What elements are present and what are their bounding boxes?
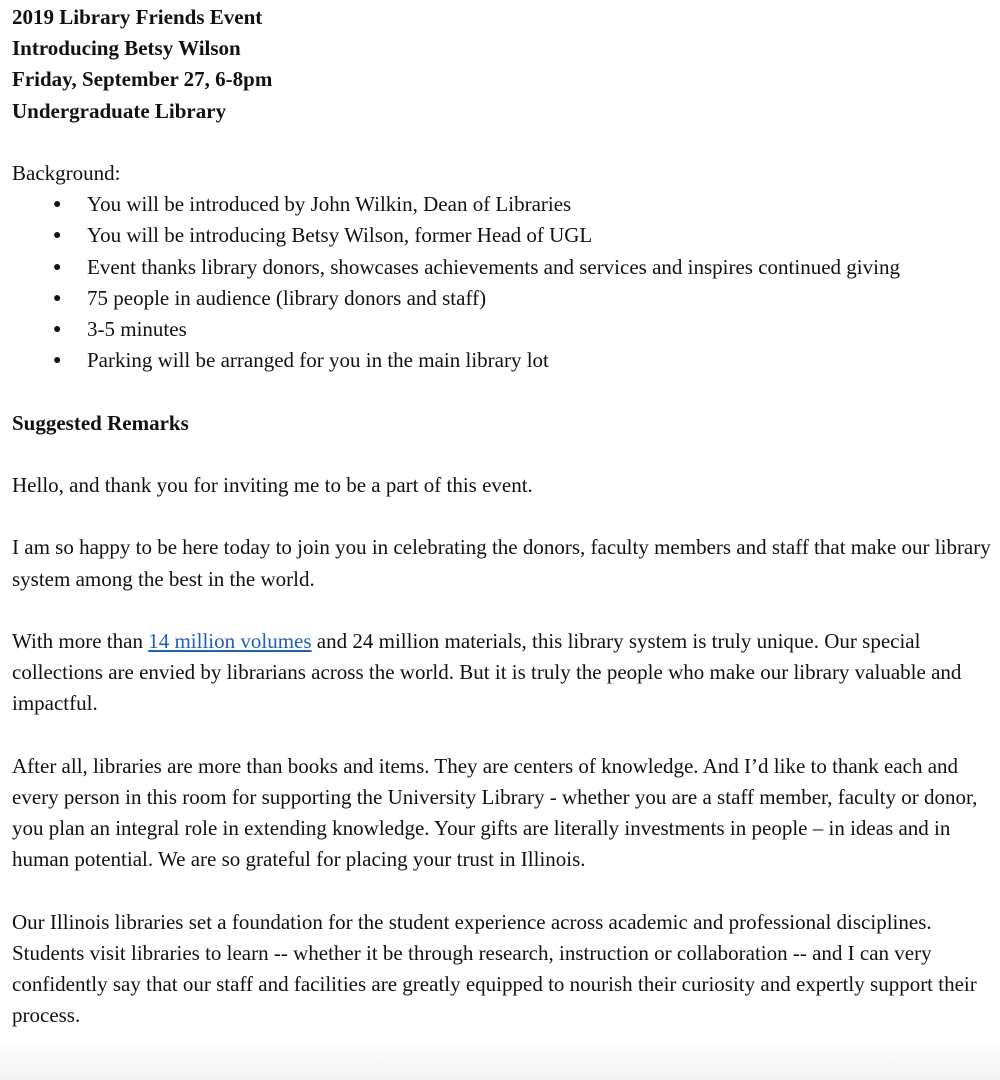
paragraph-celebration: I am so happy to be here today to join you in celebrating the donors, faculty members and staff that make our library system among the best in the world. [12, 535, 991, 591]
paragraph-foundation: Our Illinois libraries set a foundation for the student experience across academic and professional disciplines. Students visit libraries to learn -- whether it be through research, instruction or collaboration -- and I can very confidently say that our staff and facilities are greatly equipped to nourish their curiosity and expertly support their process. [12, 909, 977, 1028]
list-item-text: You will be introduced by John Wilkin, Dean of Libraries [87, 192, 572, 217]
bullet-icon: ● [53, 259, 62, 275]
list-item [12, 220, 997, 251]
list-item-text: Event thanks library donors, showcases achievements and services and inspires continued giving [87, 254, 900, 279]
list-item [12, 314, 997, 345]
bottom-fade [0, 1040, 1000, 1080]
paragraph-thanks: After all, libraries are more than books and items. They are centers of knowledge. And I’d like to thank each and every person in this room for supporting the University Library - whether you are a staff member, faculty or donor, you plan an integral role in extending knowledge. Your gifts are literally investments in people – in ideas and in human potential. We are so grateful for placing your trust in Illinois. [12, 753, 978, 872]
document-body [12, 2, 997, 1032]
background-label: Background: [12, 161, 121, 185]
spacer [12, 876, 997, 907]
background-list [12, 189, 997, 376]
bullet-icon: ● [53, 197, 62, 213]
list-item-text: Parking will be arranged for you in the main library lot [87, 348, 549, 373]
paragraph-collections [12, 626, 997, 720]
list-item [12, 283, 997, 314]
spacer [12, 595, 997, 626]
event-location: Undergraduate Library [12, 98, 227, 123]
event-subtitle: Introducing Betsy Wilson [12, 36, 241, 61]
list-item [12, 252, 997, 283]
event-date: Friday, September 27, 6-8pm [12, 67, 273, 92]
paragraph-text: and 24 million materials, this library system is truly unique. Our special collections are envied by librarians across the world. But it is truly the people who make our library valuable and impactful. [12, 628, 962, 716]
bullet-icon: ● [53, 353, 62, 369]
spacer [12, 720, 997, 751]
spacer [12, 439, 997, 470]
event-title: 2019 Library Friends Event [12, 5, 263, 29]
bullet-icon: ● [53, 322, 62, 338]
list-item [12, 345, 997, 376]
volumes-link[interactable]: 14 million volumes [148, 628, 312, 653]
bullet-icon: ● [53, 228, 62, 244]
paragraph-greeting: Hello, and thank you for inviting me to be a part of this event. [12, 473, 533, 497]
list-item-text: 75 people in audience (library donors and staff) [87, 285, 487, 310]
spacer [12, 127, 997, 158]
spacer [12, 501, 997, 532]
list-item [12, 189, 997, 220]
spacer [12, 376, 997, 407]
paragraph-text: With more than [12, 628, 149, 653]
bullet-icon: ● [53, 290, 62, 306]
list-item-text: You will be introducing Betsy Wilson, former Head of UGL [87, 223, 593, 248]
list-item-text: 3-5 minutes [87, 317, 187, 342]
remarks-heading: Suggested Remarks [12, 410, 189, 435]
